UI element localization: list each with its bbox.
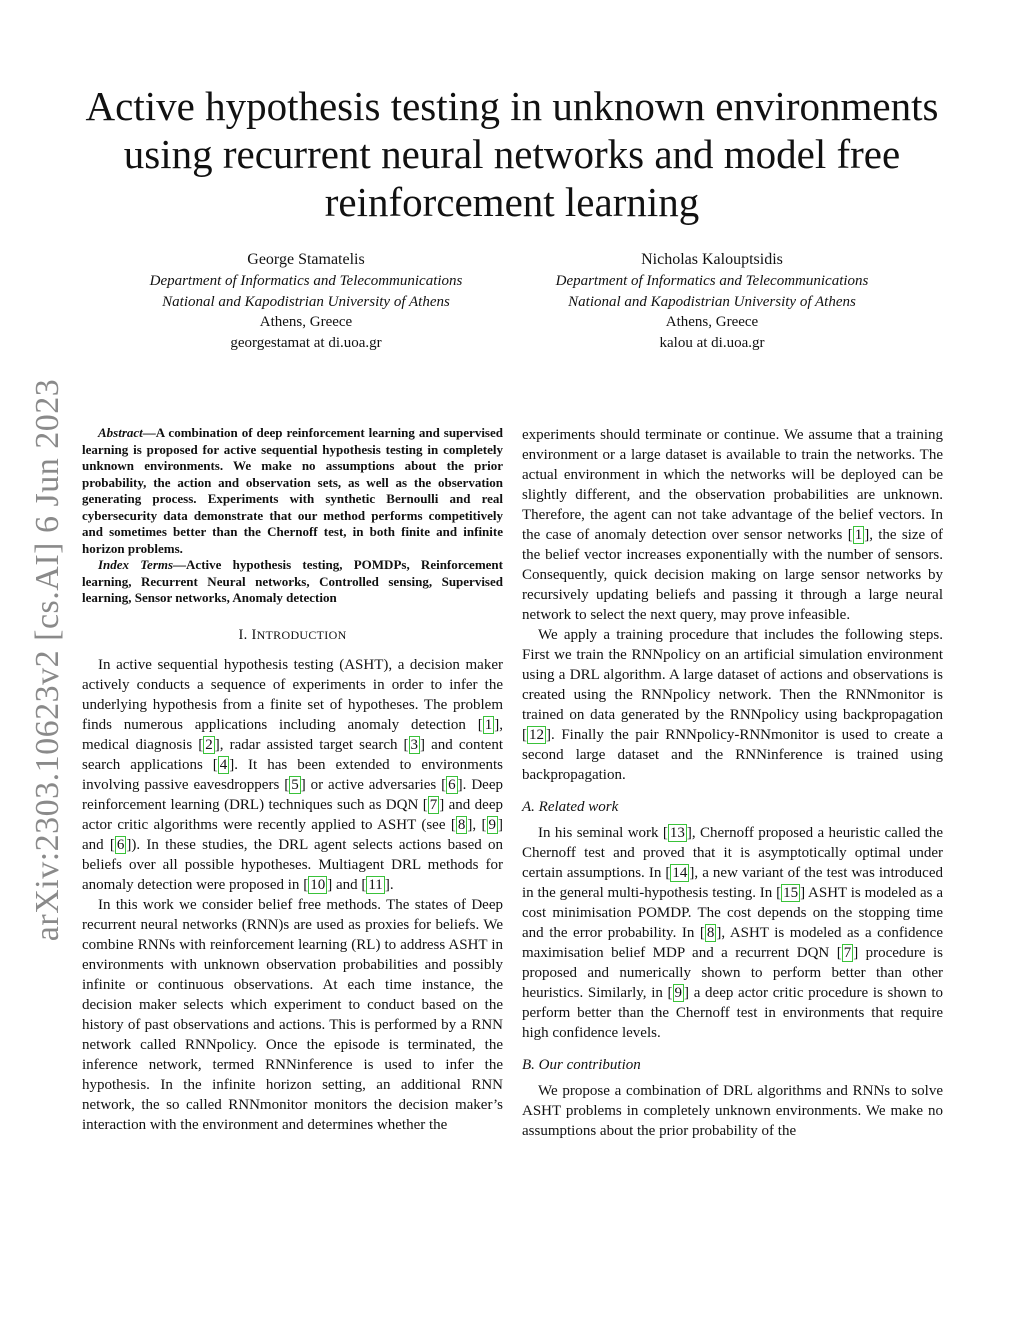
text-run: , medical diagnosis [82,716,503,753]
citation-link[interactable]: 11 [368,876,383,893]
section-title-initial: I [251,626,257,643]
intro-paragraph-4: We apply a training procedure that includes the following steps. First we train the RNNpolicy on an artificial simulation environment using a DRL algorithm. A large dataset of actions and observations is created using the RNNpolicy network. Then the RNNmonitor is trained on data generated by the RNNpolicy using backpropagation [ 12 ]. Finally the pair RNNpolicy-RNNmonitor is used to create a second large dataset and the RNNinference is trained using backpropagation. [522,627,943,783]
author-city: Athens, Greece [665,314,759,331]
text-run: experiments should terminate or continue. We assume that a training environment or a large dataset is available to train the networks. The actual environment in which the networks will be deployed can be slightly different, and the observation probabilities are unknown. Therefore, the agent can not take advantage of the belief vectors. In the case of anomaly detection over sensor networks [522,427,943,543]
text-run: , the size of the belief vector increases exponentially with the number of sensors. Consequently, quick decision making on large sensor networks by recursively updating beliefs and passing it through a large neural network to select the next query, may prove infeasible. [522,527,943,623]
text-run: . [389,876,394,893]
intro-paragraph-2: In this work we consider belief free methods. The states of Deep recurrent neural networks (RNN)s are used as proxies for beliefs. We combine RNNs with reinforcement learning (RL) to address ASHT in environments with unknown observation probabilities and possibly infinite or continuous observations. At each time instance, the decision maker selects which experiment to conduct based on the history of past observations and actions. This is performed by a RNN network called RNNpolicy. Once the episode is terminated, the inference network, termed RNNinference is used to infer the hypothesis. In the infinite horizon setting, an additional RNN network, the so called RNNmonitor monitors the decision maker’s interaction with the environment and determines whether the [82,896,503,1133]
citation-link[interactable]: 8 [457,816,466,833]
text-run: and [332,876,362,893]
section-number: I. [238,626,248,643]
section-heading-introduction [82,625,503,645]
subsection-heading-our-contribution: B. Our contribution [522,1057,641,1073]
citation-link[interactable]: 6 [448,776,456,793]
author-name: Nicholas Kalouptsidis [641,251,783,268]
citation-link[interactable]: 3 [410,736,419,753]
citation-link[interactable]: 4 [219,756,228,773]
text-run: , radar assisted target search [219,736,404,753]
text-run: procedure is proposed and numerically shown to perform better than other heuristics. Similarly, in [522,945,944,1001]
text-run: ). In these studies, the DRL agent selects actions based on beliefs over all possible hypotheses. Multiagent DRL methods for anomaly detection were proposed in [82,836,503,893]
citation-link[interactable]: 6 [116,836,125,853]
author-city: Athens, Greece [259,314,353,331]
citation-link[interactable]: 9 [488,816,497,833]
citation-link[interactable]: 1 [484,716,493,733]
citation-link[interactable]: 1 [854,527,863,543]
citation-link[interactable]: 7 [843,945,852,961]
text-run: and content search applications [82,736,503,773]
author-email: kalou at di.uoa.gr [659,335,765,352]
intro-paragraph-3: experiments should terminate or continue. We assume that a training environment or a large dataset is available to train the networks. The actual environment in which the networks will be deployed can be slightly different, and the observation probabilities are unknown. Therefore, the agent can not take advantage of the belief vectors. In the case of anomaly detection over sensor networks [ 1 ], the size of the belief vector increases exponentially with the number of sensors. Consequently, quick decision making on large sensor networks by recursively updating beliefs and passing it through a large neural network to select the next query, may prove infeasible. [522,427,943,623]
left-column [82,425,503,1135]
citation-link[interactable]: 10 [310,876,326,893]
author-department: Department of Informatics and Telecommunications [149,272,463,289]
author-university: National and Kapodistrian University of Athens [568,293,856,310]
text-run: In his seminal work [538,825,663,841]
author-department: Department of Informatics and Telecommunications [555,272,869,289]
text-run: . Deep reinforcement learning (DRL) techniques such as DQN [82,776,503,813]
text-run: , Chernoff proposed a heuristic called the Chernoff test and proved that it is asymptotically optimal under certain assumptions. In [522,825,944,881]
text-run: , a new variant of the test was introduced in the general multi-hypothesis testing. In [522,865,943,901]
right-column [522,425,943,1141]
citation-link[interactable]: 13 [669,825,685,841]
intro-paragraph-1: In active sequential hypothesis testing (ASHT), a decision maker actively conducts a sequence of experiments in order to infer the underlying hypothesis from a finite set of hypotheses. The problem finds numerous applications including anomaly detection [ 1 ], medical diagnosis [ 2 ], radar assisted target search [ 3 ] and content search applications [ 4 ]. It has been extended to environments involving passive eavesdroppers [ 5 ] or active adversaries [ 6 ]. Deep reinforcement learning (DRL) techniques such as DQN [ 7 ] and deep actor critic algorithms were recently applied to ASHT (see [ 8 ], [ 9 ] and [ 6 ]). In these studies, the DRL agent selects actions based on beliefs over all possible hypotheses. Multiagent DRL methods for anomaly detection were proposed in [ 10 ] and [ 11 ]. [82,656,504,893]
text-run: . Finally the pair RNNpolicy-RNNmonitor is used to create a second large dataset and the RNNinference is trained using backpropagation. [522,727,943,783]
text-run: or active adversaries [305,776,442,793]
citation-link[interactable]: 15 [783,885,799,901]
text-run: . It has been extended to environments involving passive eavesdroppers [82,756,503,793]
author-email: georgestamat at di.uoa.gr [230,335,382,352]
citation-link[interactable]: 8 [706,925,715,941]
text-run: ASHT is modeled as a cost minimisation POMDP. The cost depends on the stopping time and the error probability. In [522,885,943,941]
text-run: We apply a training procedure that includes the following steps. First we train the RNNpolicy on an artificial simulation environment using a DRL algorithm. A large dataset of actions and observations is created using the RNNpolicy network. Then the RNNmonitor is trained on data generated by the RNNpolicy using backpropagation [522,627,943,723]
text-run: a deep actor critic procedure is shown to perform better than the Chernoff test in environments that require high confidence levels. [522,985,944,1041]
subsection-heading-related-work: A. Related work [522,799,619,815]
arxiv-identifier-text: arXiv:2303.10623v2 [cs.AI] 6 Jun 2023 [29,378,66,942]
index-terms-label: Index Terms [98,557,174,572]
author-block-1 [96,250,516,354]
contribution-paragraph: We propose a combination of DRL algorithms and RNNs to solve ASHT problems in completely unknown environments. We make no assumptions about the prior probability of the [522,1083,943,1139]
abstract-label: Abstract [98,425,143,440]
citation-link[interactable]: 12 [529,727,544,743]
abstract: Abstract—A combination of deep reinforcement learning and supervised learning is proposed for active sequential hypothesis testing in completely unknown environments. We make no assumptions about the prior probability, the action and observation sets, as well as the observation generating process. Experiments with synthetic Bernoulli and real cybersecurity data demonstrate that our method performs competitively and sometimes better than the Chernoff test, in both finite and infinite horizon problems. [82,425,503,556]
text-run: and [82,836,110,853]
author-name: George Stamatelis [247,251,365,268]
citation-link[interactable]: 9 [674,985,683,1001]
text-run: In active sequential hypothesis testing (ASHT), a decision maker actively conducts a sequence of experiments in order to infer the underlying hypothesis from a finite set of hypotheses. The problem finds numerous applications including anomaly detection [82,656,503,733]
related-work-paragraph: In his seminal work [ 13 ], Chernoff proposed a heuristic called the Chernoff test and proved that it is asymptotically optimal under certain assumptions. In [ 14 ], a new variant of the test was introduced in the general multi-hypothesis testing. In [ 15 ] ASHT is modeled as a cost minimisation POMDP. The cost depends on the stopping time and the error probability. In [ 8 ], ASHT is modeled as a confidence maximisation belief MDP and a recurrent DQN [ 7 ] procedure is proposed and numerically shown to perform better than other heuristics. Similarly, in [ 9 ] a deep actor critic procedure is shown to perform better than the Chernoff test in environments that require high confidence levels. [522,825,944,1041]
abstract-text: A combination of deep reinforcement learning and supervised learning is proposed for active sequential hypothesis testing in completely unknown environments. We make no assumptions about the prior probability, the action and observation sets, as well as the observation generating process. Experiments with synthetic Bernoulli and real cybersecurity data demonstrate that our method performs competitively and sometimes better than the Chernoff test, in both finite and infinite horizon problems. [82,425,503,556]
section-title-rest: NTRODUCTION [256,627,347,642]
author-university: National and Kapodistrian University of Athens [162,293,450,310]
citation-link[interactable]: 5 [291,776,299,793]
paper-title: Active hypothesis testing in unknown environments using recurrent neural networks and model free reinforcement learning [85,83,939,225]
citation-link[interactable]: 14 [672,865,688,881]
citation-link[interactable]: 7 [429,796,438,813]
author-block-2 [502,250,922,354]
text-run: , [472,816,482,833]
arxiv-identifier [18,380,78,940]
text-run: and deep actor critic algorithms were recently applied to ASHT (see [82,796,503,833]
text-run: , ASHT is modeled as a confidence maximisation belief MDP and a recurrent DQN [522,925,943,961]
index-terms: Index Terms—Active hypothesis testing, POMDPs, Reinforcement learning, Recurrent Neural networks, Controlled sensing, Supervised learning, Sensor networks, Anomaly detection [82,557,503,605]
index-terms-text: Active hypothesis testing, POMDPs, Reinforcement learning, Recurrent Neural networks, Controlled sensing, Supervised learning, Sensor networks, Anomaly detection [82,557,503,605]
citation-link[interactable]: 2 [205,736,213,753]
